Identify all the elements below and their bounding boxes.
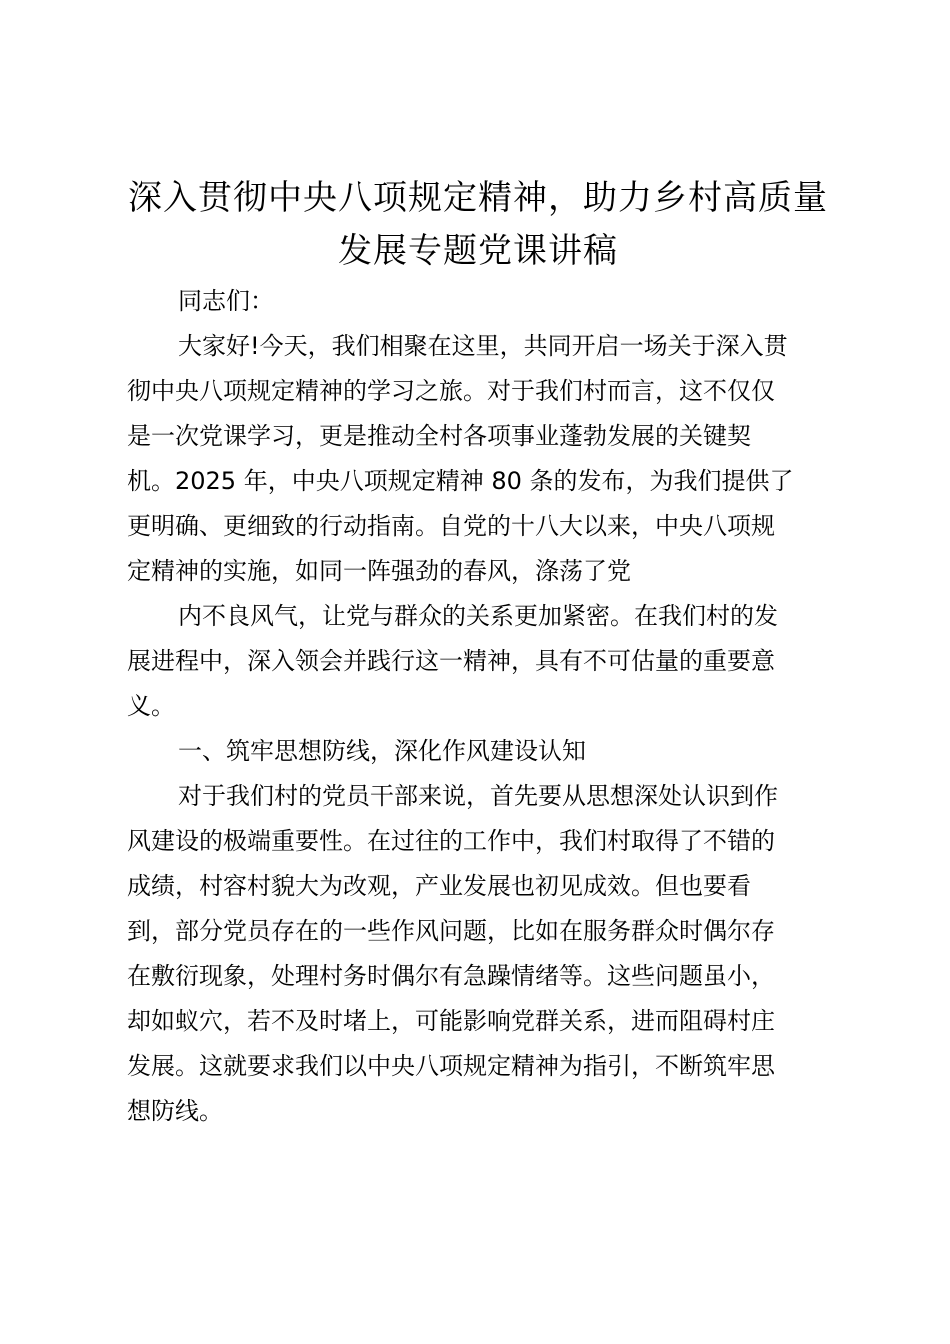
paragraph-3-line-3: 成绩，村容村貌大为改观，产业发展也初见成效。但也要看 xyxy=(127,872,751,900)
document-title xyxy=(118,172,838,278)
paragraph-1-line-2: 彻中央八项规定精神的学习之旅。对于我们村而言，这不仅仅 xyxy=(127,377,775,405)
paragraph-1-line-6: 定精神的实施，如同一阵强劲的春风，涤荡了党 xyxy=(127,557,631,585)
paragraph-2-line-2: 展进程中，深入领会并践行这一精神，具有不可估量的重要意 xyxy=(127,647,775,675)
paragraph-3-line-2: 风建设的极端重要性。在过往的工作中，我们村取得了不错的 xyxy=(127,827,775,855)
paragraph-1-line-4: 机。2025 年，中央八项规定精神 80 条的发布，为我们提供了 xyxy=(127,467,794,495)
paragraph-2-line-1: 内不良风气，让党与群众的关系更加紧密。在我们村的发 xyxy=(178,602,778,630)
paragraph-1-line-3: 是一次党课学习，更是推动全村各项事业蓬勃发展的关键契 xyxy=(127,422,751,450)
paragraph-3-line-7: 发展。这就要求我们以中央八项规定精神为指引，不断筑牢思 xyxy=(127,1052,775,1080)
salutation: 同志们： xyxy=(178,287,274,315)
paragraph-3-line-5: 在敷衍现象，处理村务时偶尔有急躁情绪等。这些问题虽小， xyxy=(127,962,775,990)
paragraph-3-line-4: 到，部分党员存在的一些作风问题，比如在服务群众时偶尔存 xyxy=(127,917,775,945)
paragraph-2-line-3: 义。 xyxy=(127,692,175,720)
paragraph-3-line-8: 想防线。 xyxy=(127,1097,223,1125)
title-line-2: 发展专题党课讲稿 xyxy=(338,231,618,271)
paragraph-1-line-5: 更明确、更细致的行动指南。自党的十八大以来，中央八项规 xyxy=(127,512,775,540)
paragraph-3-line-6: 却如蚁穴，若不及时堵上，可能影响党群关系，进而阻碍村庄 xyxy=(127,1007,775,1035)
document-body xyxy=(127,279,832,1134)
title-line-1: 深入贯彻中央八项规定精神，助力乡村高质量 xyxy=(128,178,828,218)
paragraph-1-line-1: 大家好!今天，我们相聚在这里，共同开启一场关于深入贯 xyxy=(178,332,788,360)
paragraph-3-line-1: 对于我们村的党员干部来说，首先要从思想深处认识到作 xyxy=(178,782,778,810)
section-heading-1: 一、筑牢思想防线，深化作风建设认知 xyxy=(178,737,586,765)
